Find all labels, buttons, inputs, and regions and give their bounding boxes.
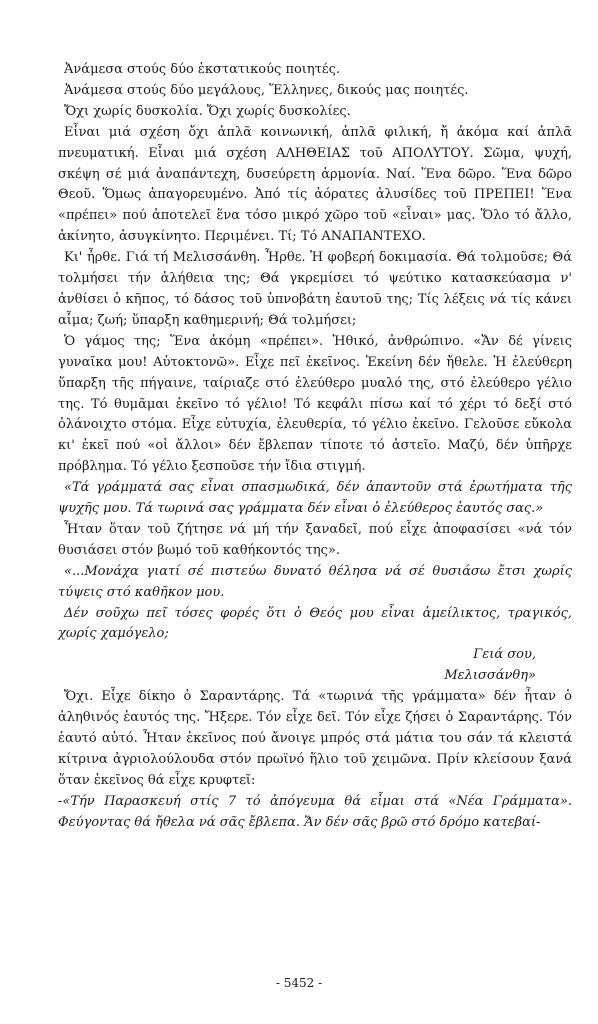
quote-letter-3: Δέν σοῦχω πεῖ τόσες φορές ὅτι ὁ Θεός μου εἶναι ἀμείλικτος, τραγικός, χωρίς χαμόγελο;	[58, 605, 572, 642]
paragraph-6: Ὁ γάμος της; Ἕνα ἀκόμη «πρέπει». Ἠθικό, ἀνθρώπινο. «Ἄν δέ γίνεις γυναῖκα μου! Αὐτοκτονῶ». Εἶχε πεῖ ἐκεῖνος. Ἐκείνη δέν ἤθελε. Ἡ ἐλεύθερη ὕπαρξη τῆς πήγαινε, ταίριαζε στό ἐλεύθερο μυαλό της, στό ἐλεύθερο γέλιο της. Τό θυμᾶμαι ἐκεῖνο τό γέλιο! Τό κεφάλι πίσω καί τό χέρι τό δεξί στό ὀλάνοιχτο στόμα. Εἶχε εὐτυχία, ἐλευθερία, τό γέλιο ἐκεῖνο. Γελοῦσε εὔκολα κι' ἐκεῖ πού «οἱ ἄλλοι» δέν ἔβλεπαν τίποτε τό ἀστεῖο. Μαζύ, δέν ὑπῆρχε πρόβλημα. Τό γέλιο ξεσποῦσε τήν ἴδια στιγμή.	[58, 333, 572, 475]
quote-letter-1: «Τά γράμματά σας εἶναι σπασμωδικά, δέν ἀπαντοῦν στά ἐρωτήματα τῆς ψυχῆς μου. Τά τωρινά σας γράμματα δέν εἶναι ὁ ἐλεύθερος ἑαυτός σας.»	[58, 480, 572, 517]
page-body	[58, 60, 572, 834]
paragraph-7: Ἦταν ὅταν τοῦ ζήτησε νά μή τήν ξαναδεῖ, πού εἶχε ἀποφασίσει «νά τόν θυσιάσει στόν βωμό τοῦ καθήκοντός της».	[58, 521, 572, 558]
paragraph-3: Ὄχι χωρίς δυσκολία. Ὄχι χωρίς δυσκολίες.	[64, 103, 351, 119]
page-number: - 5452 -	[275, 976, 323, 990]
paragraph-4: Εἶναι μιά σχέση ὄχι ἁπλᾶ κοινωνική, ἁπλᾶ φιλική, ἤ ἀκόμα καί ἁπλᾶ πνευματική. Εἶναι μιά σχέση ΑΛΗΘΕΙΑΣ τοῦ ΑΠΟΛΥΤΟΥ. Σῶμα, ψυχή, σκέψη σέ μιά ἀναπάντεχη, δυσεύρετη ἁρμονία. Ναί. Ἕνα δῶρο. Ἕνα δῶρο Θεοῦ. Ὅμως ἀπαγορευμένο. Ἀπό τίς ἀόρατες ἁλυσίδες τοῦ ΠΡΕΠΕΙ! Ἕνα «πρέπει» πού ἀποτελεῖ ἕνα τόσο μικρό χῶρο τοῦ «εἶναι» μας. Ὅλο τό ἄλλο, ἀκίνητο, ἀσυγκίνητο. Περιμένει. Τί; Τό ΑΝΑΠΑΝΤΕΧΟ.	[58, 124, 572, 245]
signature-name: Μελισσάνθη»	[444, 668, 536, 684]
paragraph-2: Ἀνάμεσα στούς δύο μεγάλους, Ἕλληνες, δικούς μας ποιητές.	[64, 82, 469, 98]
paragraph-8: Ὄχι. Εἶχε δίκηο ὁ Σαραντάρης. Τά «τωρινά τῆς γράμματα» δέν ἦταν ὁ ἀληθινός ἑαυτός της. Ἤξερε. Τόν εἶχε δεῖ. Τόν εἶχε ζήσει ὁ Σαραντάρης. Τόν ἑαυτό αὐτό. Ἦταν ἐκεῖνος πού ἄνοιγε μπρός στά μάτια του σάν τά κλειστά κίτρινα ἀγριολούλουδα στόν πρωϊνό ἥλιο τοῦ χειμῶνα. Πρίν κλείσουν ξανά ὅταν ἐκεῖνος θά εἶχε κρυφτεῖ:	[58, 689, 572, 788]
letter-signature	[58, 645, 572, 687]
paragraph-1: Ἀνάμεσα στούς δύο ἐκστατικούς ποιητές.	[64, 62, 341, 77]
signature-greeting: Γειά σου,	[473, 647, 536, 663]
paragraph-5: Κι' ἦρθε. Γιά τή Μελισσάνθη. Ἦρθε. Ἡ φοβερή δοκιμασία. Θά τολμοῦσε; Θά τολμήσει τήν ἀλήθεια της; Θά γκρεμίσει τό ψεύτικο κατασκεύασμα ν' ἀνθίσει ὁ κῆπος, τό δάσος τοῦ ὑπνοβάτη ἑαυτοῦ της; Τίς λέξεις νά τίς κάνει αἷμα; ζωή; ὕπαρξη καθημερινή; Θά τολμήσει;	[58, 250, 572, 328]
quote-letter-4: -«Τήν Παρασκευή στίς 7 τό ἀπόγευμα θά εἶμαι στά «Νέα Γράμματα». Φεύγοντας θά ἤθελα νά σᾶς ἔβλεπα. Ἄν δέν σᾶς βρῶ στό δρόμο κατεβαί-	[58, 793, 572, 830]
quote-letter-2: «...Μονάχα γιατί σέ πιστεύω δυνατό θέλησα νά σέ θυσιάσω ἔτσι χωρίς τύψεις στό καθῆκον μου.	[58, 563, 572, 600]
